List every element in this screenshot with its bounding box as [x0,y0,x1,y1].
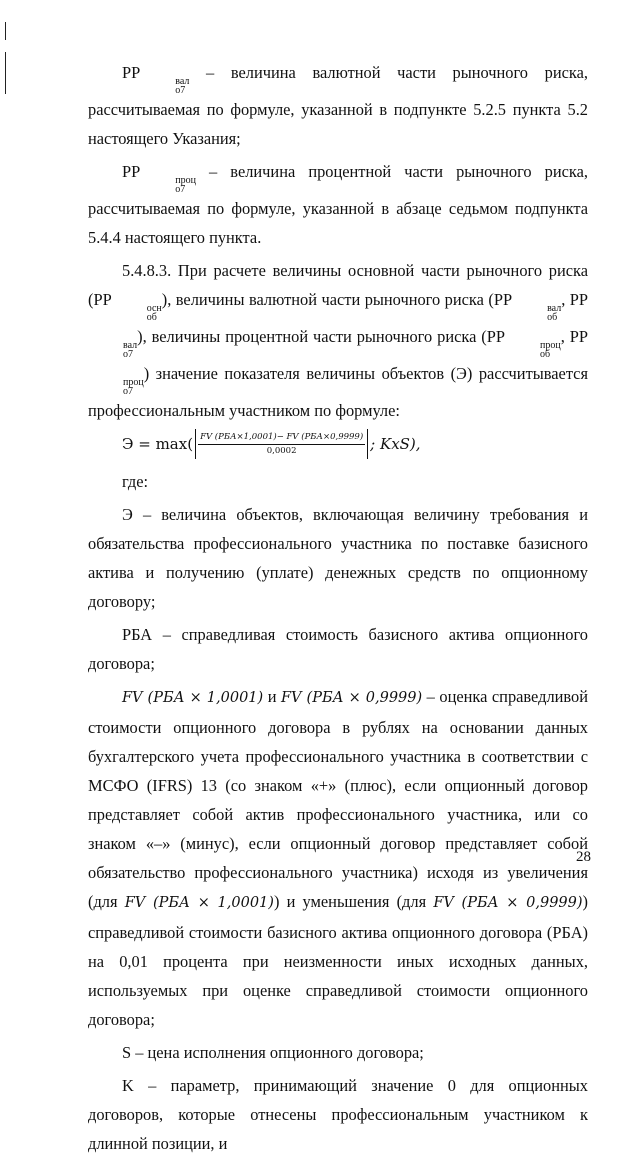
paragraph-where: где: [122,472,149,491]
math-fv-down: FV (PБА × 0,9999) [433,895,583,911]
symbol-rr: РР [122,63,141,82]
symbol-rr: РР [122,162,141,181]
paragraph-text: – величина валютной части рыночного риска, рассчитываемая по формуле, указанной в подпункте 5.2.5 пункта 5.2 настоящего Указания; [88,63,588,148]
abs-bar-right [367,429,368,459]
math-fv-down: FV (PБА × 0,9999) [280,690,423,706]
abs-bar-left [195,429,196,459]
symbol-indices: осн об [146,303,162,323]
symbol-indices: проц о7 [175,175,196,195]
paragraph-text: – величина процентной части рыночного риска, рассчитываемая по формуле, указанной в абзаце седьмом подпункта 5.4.4 настоящего пункта. [88,162,588,247]
symbol-rr: РР [486,327,505,346]
text-run: 5.4.8.3. При расчете величины основной части рыночного риска ( [88,261,588,309]
symbol-indices: вал об [547,303,562,323]
text-run: ) и уменьшения (для [273,892,434,911]
symbol-indices: проц о7 [123,377,144,397]
symbol-indices: проц об [540,340,561,360]
formula-e [122,429,588,459]
math-fv-up: FV (PБА × 1,0001) [124,895,274,911]
paragraph-s-definition: S – цена исполнения опционного договора; [122,1043,424,1062]
symbol-indices: вал о7 [123,340,138,360]
paragraph-5-4-8-3 [88,256,588,425]
margin-line-bottom [5,52,6,94]
paragraph-e-definition: Э – величина объектов, включающая величину требования и обязательства профессионального участника по поставке базисного актива и получению (уплате) денежных средств по опционному договору; [88,505,588,611]
formula-rest: ; KxS), [370,434,421,453]
paragraph-pba-definition: РБА – справедливая стоимость базисного актива опционного договора; [88,625,588,673]
text-run: ), величины валютной части рыночного риска ( [161,290,494,309]
text-run: ) справедливой стоимости базисного актива опционного договора (РБА) на 0,01 процента при неизменности иных исходных данных, используемых при оценке справедливой стоимости опционного договора; [88,892,589,1029]
symbol-rr: РР [569,290,589,309]
text-run: ) значение показателя величины объектов (Э) рассчитывается профессиональным участником по формуле: [88,364,588,420]
symbol-indices: вал о7 [175,76,190,96]
text-run: – оценка справедливой стоимости опционного договора в рублях на основании данных бухгалтерского учета профессионального участника в соответствии с МСФО (IFRS) 13 (со знаком «+» (плюс), если опционный договор представляет собой актив профессионального участника, или со знаком «–» (минус), если опционный договор представляет собой обязательство профессионального участника) исходя из увеличения (для [88,687,588,911]
margin-line-top [5,22,6,40]
math-fv-up: FV (PБА × 1,0001) [122,690,264,706]
paragraph-fv-definition [88,682,588,1034]
text-run: , [561,290,570,309]
symbol-rr: РР [493,290,513,309]
text-run: ), величины процентной части рыночного риска ( [137,327,487,346]
paragraph-rr-proc [88,157,588,252]
paragraph-k-definition: K – параметр, принимающий значение 0 для опционных договоров, которые отнесены профессиональным участником к длинной позиции, и [88,1076,588,1153]
symbol-rr: РР [93,290,112,309]
paragraph-rr-val [88,58,588,153]
text-run: и [263,687,281,706]
document-body [88,58,588,1158]
page-number: 28 [576,849,591,865]
text-run: , [560,327,570,346]
formula-denominator: 0,0002 [266,445,297,456]
formula-fraction [198,432,365,457]
symbol-rr: РР [569,327,588,346]
formula-numerator: FV (PБА×1,0001)− FV (PБА×0,9999) [198,432,365,445]
formula-lhs: Э = max( [122,434,194,453]
